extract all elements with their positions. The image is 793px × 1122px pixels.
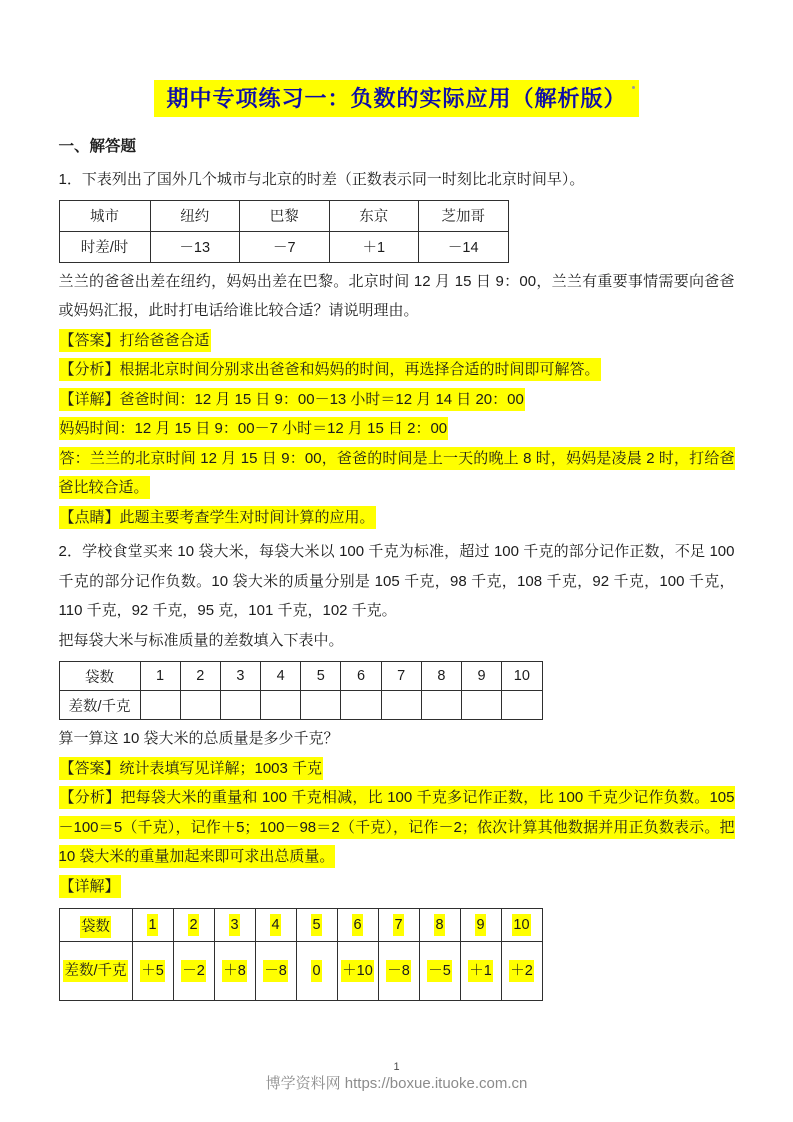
q2-answer-val10-text: ＋2 [509,960,534,982]
q2-fill-instruction: 把每袋大米与标准质量的差数填入下表中。 [58,631,344,649]
q2-answer-text: 【答案】统计表填写见详解；1003 千克 [59,757,324,780]
q1-table-cell-newyork: 纽约 [150,200,240,231]
q2-blank-cell-val2 [180,691,220,720]
q1-table-cell-diff-newyork: －13 [150,231,240,262]
q2-answer-col3-text: 3 [229,914,239,936]
page-footer [0,1060,793,1094]
q2-answer-col9-text: 9 [475,914,485,936]
q2-answer-val6-text: ＋10 [341,960,374,982]
q2-answer-col4-text: 4 [270,914,280,936]
q1-table-header-row [59,200,508,231]
q2-answer-cell-bag-label [59,909,132,942]
q2-blank-cell-val10 [502,691,542,720]
q2-answer-table [59,908,543,1001]
q1-detail-dad-line [59,385,735,415]
q1-table-cell-chicago: 芝加哥 [419,200,509,231]
q1-situation: 兰兰的爸爸出差在纽约，妈妈出差在巴黎。北京时间 12 月 15 日 9：00，兰兰有重要事情需要向爸爸或妈妈汇报，此时打电话给谁比较合适？请说明理由。 [58,272,735,319]
footer-site-text: 博学资料网 https://boxue.ituoke.com.cn [265,1075,528,1092]
q2-answer-cell-col7 [378,909,419,942]
q2-blank-cell-val9 [462,691,502,720]
q2-answer-col5-text: 5 [311,914,321,936]
q1-table-cell-diff-label: 时差/时 [59,231,150,262]
q2-answer-cell-col1 [132,909,173,942]
q2-answer-col6-text: 6 [352,914,362,936]
q2-answer-cell-col10 [501,909,542,942]
q2-answer-cell-val1 [132,942,173,1001]
q2-blank-cell-col9: 9 [462,662,502,691]
q2-answer-col2-text: 2 [188,914,198,936]
q2-detail-label-line [59,872,735,902]
page-title-text: 期中专项练习一：负数的实际应用（解析版） [154,80,638,117]
q2-blank-cell-col3: 3 [220,662,260,691]
q2-answer-col1-text: 1 [147,914,157,936]
q2-answer-table-value-row [59,942,542,1001]
q2-blank-cell-val1 [140,691,180,720]
document-body [59,134,735,1001]
q1-timezone-table [59,200,509,263]
q2-blank-cell-col1: 1 [140,662,180,691]
q2-blank-cell-col4: 4 [261,662,301,691]
q2-blank-table [59,661,543,720]
q1-analysis-text: 【分析】根据北京时间分别求出爸爸和妈妈的时间，再选择合适的时间即可解答。 [59,358,601,381]
q2-answer-val7-text: －8 [386,960,411,982]
q2-question: 算一算这 10 袋大米的总质量是多少千克？ [58,730,339,747]
q2-answer-col10-text: 10 [512,914,530,936]
q2-blank-table-value-row [59,691,542,720]
q1-table-cell-diff-tokyo: ＋1 [329,231,419,262]
q1-table-cell-city-label: 城市 [59,200,150,231]
q2-prompt: 2．学校食堂买来 10 袋大米，每袋大米以 100 千克为标准，超过 100 千克的部分记作正数，不足 100 千克的部分记作负数。10 袋大米的质量分别是 105 千克，98 千克，108 千克，92 千克，100 千克，110 千克，92 千克，95 克，101 千克，102 千克。 [58,543,735,619]
q2-answer-cell-col2 [173,909,214,942]
q2-answer-cell-col9 [460,909,501,942]
q2-answer-cell-col3 [214,909,255,942]
q2-answer-cell-val7 [378,942,419,1001]
q2-answer-cell-val8 [419,942,460,1001]
q2-blank-cell-col2: 2 [180,662,220,691]
q2-blank-cell-col7: 7 [381,662,421,691]
q2-answer-col8-text: 8 [434,914,444,936]
q1-table-cell-diff-paris: －7 [240,231,330,262]
q2-answer-cell-val10 [501,942,542,1001]
q1-table-cell-diff-chicago: －14 [419,231,509,262]
q2-blank-table-header-row [59,662,542,691]
section-heading: 一、解答题 [58,138,137,155]
q1-answer-text: 【答案】打给爸爸合适 [59,329,211,352]
q1-note-text: 【点睛】此题主要考查学生对时间计算的应用。 [59,506,376,529]
q1-prompt: 1．下表列出了国外几个城市与北京的时差（正数表示同一时刻比北京时间早）。 [58,171,585,188]
q2-blank-cell-val6 [341,691,381,720]
q2-answer-val2-text: －2 [181,960,206,982]
q2-blank-cell-val3 [220,691,260,720]
q1-detail-mom-text: 妈妈时间：12 月 15 日 9：00－7 小时＝12 月 15 日 2：00 [59,417,449,440]
q2-answer-cell-col6 [337,909,378,942]
q1-answer-line [59,326,735,356]
q2-blank-cell-val8 [421,691,461,720]
q2-answer-cell-val9 [460,942,501,1001]
q2-analysis-line [59,783,735,872]
page-title [0,84,793,114]
q1-table-cell-tokyo: 东京 [329,200,419,231]
q2-answer-cell-val3 [214,942,255,1001]
q2-answer-cell-val6 [337,942,378,1001]
stray-mark [632,86,635,89]
q1-detail-mom-line [59,414,735,444]
q2-answer-col7-text: 7 [393,914,403,936]
q2-detail-label-text: 【详解】 [59,875,121,898]
q2-answer-val3-text: ＋8 [222,960,247,982]
q1-table-cell-paris: 巴黎 [240,200,330,231]
q2-answer-bag-label-text: 袋数 [80,916,111,938]
q2-blank-cell-val4 [261,691,301,720]
q2-blank-cell-val5 [301,691,341,720]
q2-answer-cell-col5 [296,909,337,942]
q2-answer-table-header-row [59,909,542,942]
q1-detail-answer-text: 答：兰兰的北京时间 12 月 15 日 9：00，爸爸的时间是上一天的晚上 8 时，妈妈是凌晨 2 时，打给爸爸比较合适。 [59,447,735,500]
q2-blank-cell-col8: 8 [421,662,461,691]
q2-answer-cell-val4 [255,942,296,1001]
q2-answer-cell-val2 [173,942,214,1001]
q2-analysis-text: 【分析】把每袋大米的重量和 100 千克相减，比 100 千克多记作正数，比 100 千克少记作负数。105－100＝5（千克），记作＋5；100－98＝2（千克），记作－2；依次计算其他数据并用正负数表示。把 10 袋大米的重量加起来即可求出总质量。 [59,786,735,868]
q2-answer-cell-col4 [255,909,296,942]
q2-blank-cell-col10: 10 [502,662,542,691]
q2-blank-cell-diff-label: 差数/千克 [59,691,140,720]
q2-blank-cell-val7 [381,691,421,720]
q1-detail-answer-line [59,444,735,503]
q2-answer-val5-text: 0 [311,960,321,982]
q2-answer-cell-val5 [296,942,337,1001]
q2-answer-diff-label-text: 差数/千克 [63,960,127,982]
q1-note-line [59,503,735,533]
q2-answer-val1-text: ＋5 [140,960,165,982]
q1-detail-dad-text: 【详解】爸爸时间：12 月 15 日 9：00－13 小时＝12 月 14 日 20：00 [59,388,525,411]
q2-answer-val9-text: ＋1 [468,960,493,982]
q2-blank-cell-col5: 5 [301,662,341,691]
q1-analysis-line [59,355,735,385]
q2-answer-cell-col8 [419,909,460,942]
q2-answer-cell-diff-label [59,942,132,1001]
q2-answer-val8-text: －5 [427,960,452,982]
page-number: 1 [393,1061,400,1073]
q2-blank-cell-bag-label: 袋数 [59,662,140,691]
q2-blank-cell-col6: 6 [341,662,381,691]
q2-answer-line [59,754,735,784]
q1-table-value-row [59,231,508,262]
q2-answer-val4-text: －8 [263,960,288,982]
